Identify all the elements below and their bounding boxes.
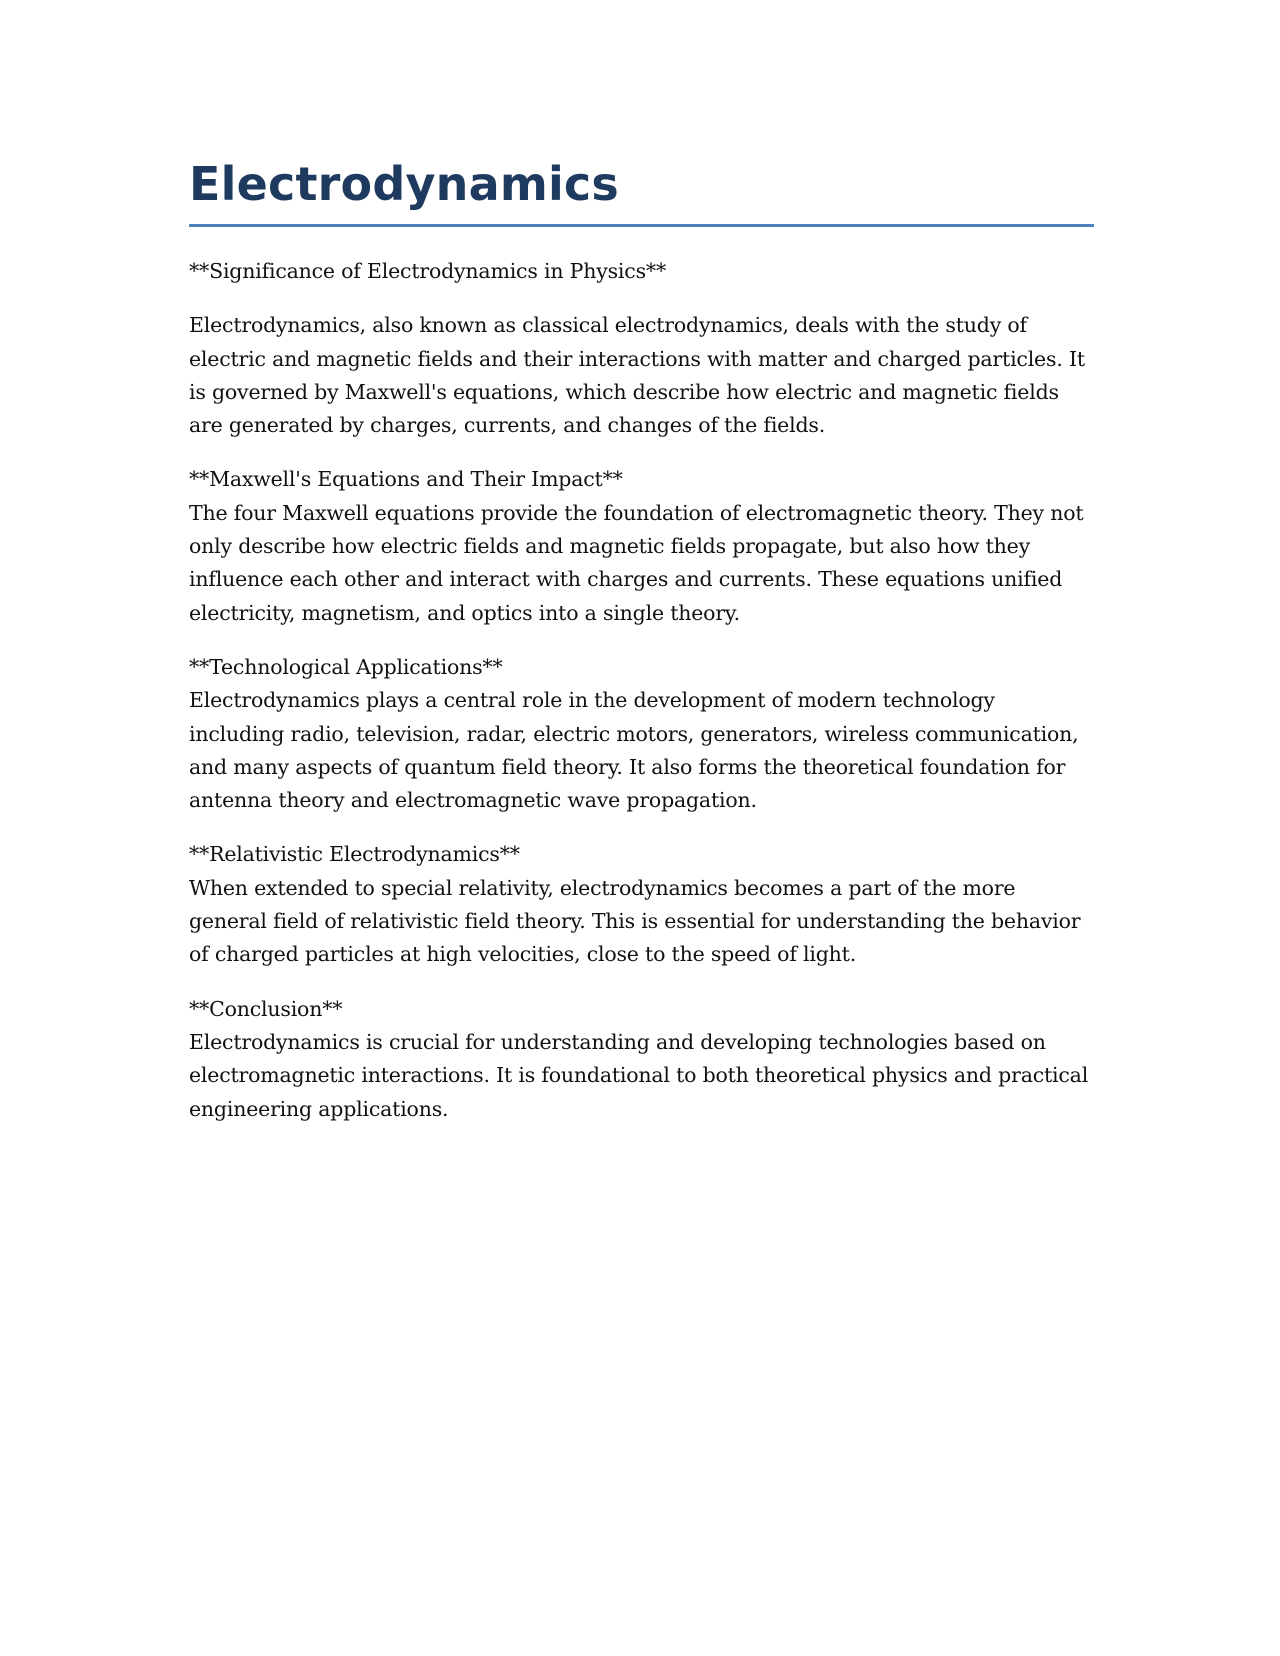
document-content (189, 150, 1094, 1126)
section-relativistic (189, 838, 1094, 971)
intro-paragraph: Electrodynamics, also known as classical electrodynamics, deals with the study of electric and magnetic fields and their interactions with matter and charged particles. It is governed by Maxwell's equations, which describe how electric and magnetic fields are generated by charges, currents, and changes of the fields. (189, 313, 1085, 438)
section-heading: **Relativistic Electrodynamics** (189, 842, 520, 867)
section-paragraph: When extended to special relativity, electrodynamics becomes a part of the more general field of relativistic field theory. This is essential for understanding the behavior of charged particles at high velocities, close to the speed of light. (189, 875, 1081, 967)
section-heading: **Conclusion** (189, 996, 343, 1021)
section-paragraph: The four Maxwell equations provide the foundation of electromagnetic theory. They not only describe how electric fields and magnetic fields propagate, but also how they influence each other and interact with charges and currents. These equations unified electricity, magnetism, and optics into a single theory. (189, 500, 1084, 625)
section-heading: **Technological Applications** (189, 654, 503, 679)
section-applications (189, 651, 1094, 817)
section-maxwell (189, 463, 1094, 629)
section-conclusion (189, 993, 1094, 1126)
section-paragraph: Electrodynamics is crucial for understanding and developing technologies based on electromagnetic interactions. It is foundational to both theoretical physics and practical engineering applications. (189, 1029, 1089, 1121)
section-paragraph: Electrodynamics plays a central role in the development of modern technology including radio, television, radar, electric motors, generators, wireless communication, and many aspects of quantum field theory. It also forms the theoretical foundation for antenna theory and electromagnetic wave propagation. (189, 688, 1079, 813)
section-heading: **Maxwell's Equations and Their Impact** (189, 467, 623, 492)
document-title: Electrodynamics (189, 150, 1094, 227)
intro-heading: **Significance of Electrodynamics in Physics** (189, 259, 666, 283)
